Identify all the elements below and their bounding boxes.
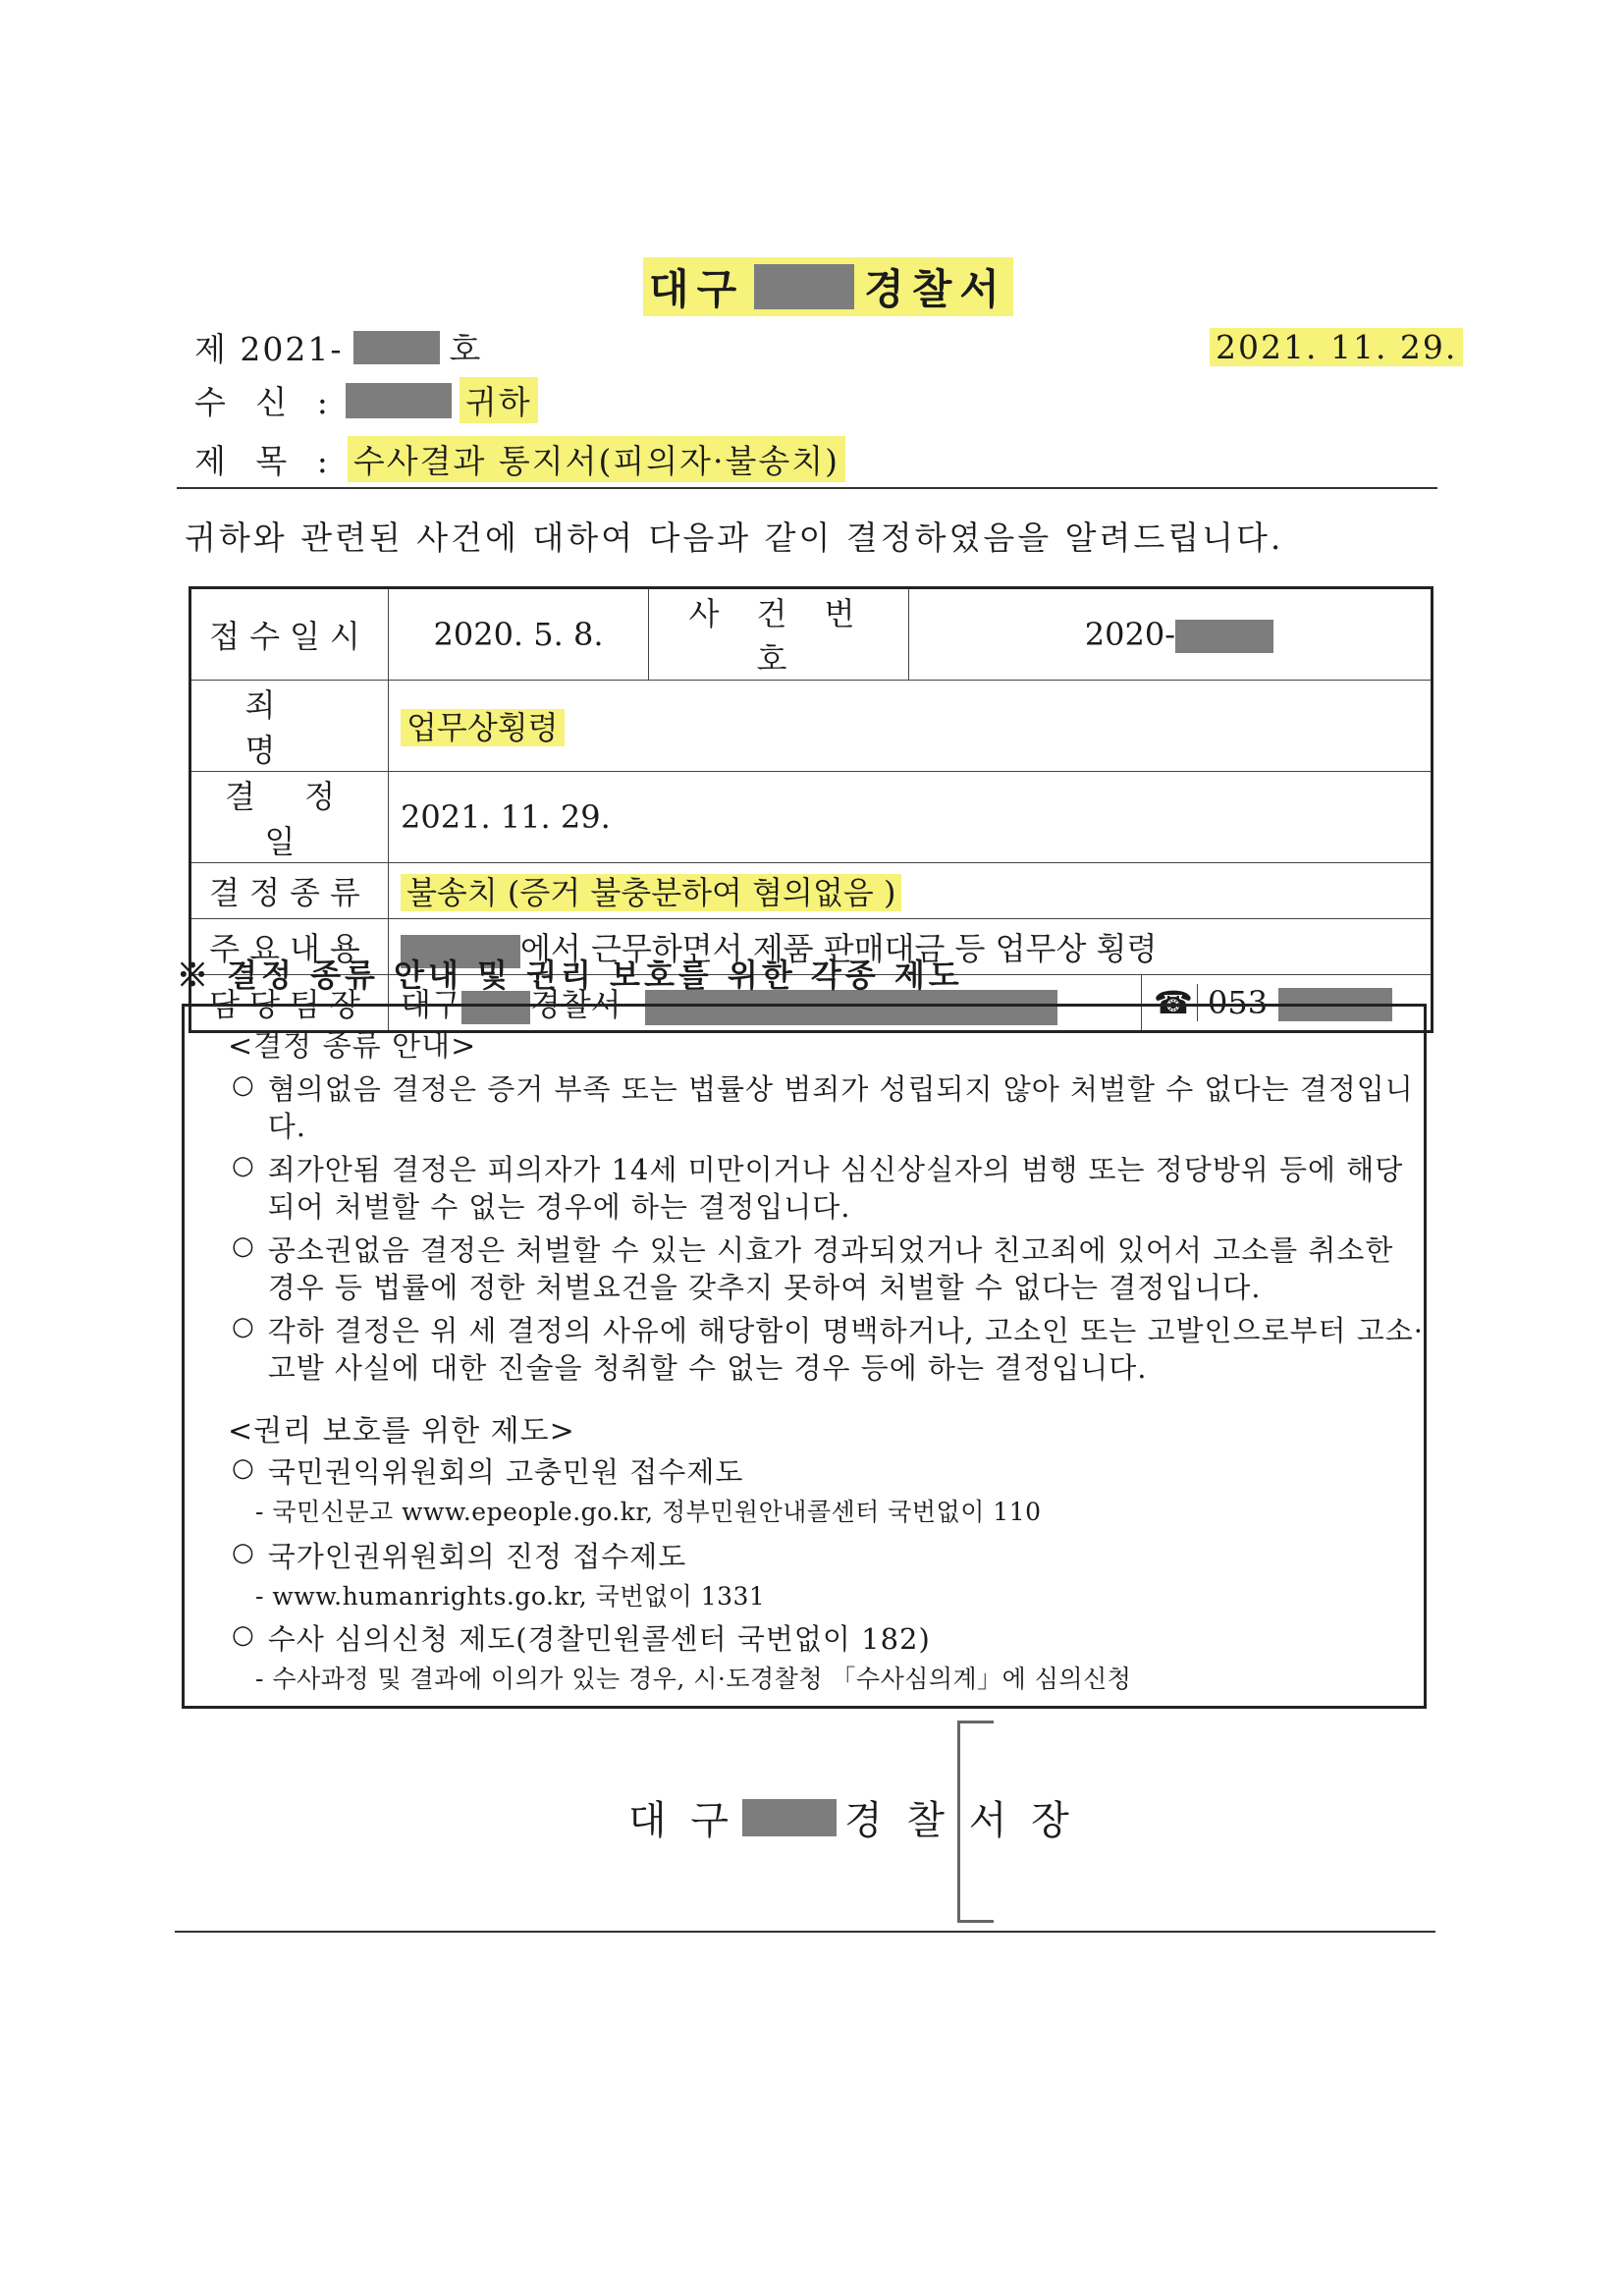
- table-row: [190, 681, 1433, 772]
- rights-item: [232, 1620, 1427, 1695]
- chief-prefix: 대 구: [628, 1798, 734, 1843]
- rights-item-detail: - 국민신문고 www.epeople.go.kr, 정부민원안내콜센터 국번없이 110: [255, 1498, 1042, 1526]
- guide-item-text: 혐의없음 결정은 증거 부족 또는 법률상 범죄가 성립되지 않아 처벌할 수 없다는 결정입니다.: [267, 1072, 1414, 1143]
- subject-text: 수사결과 통지서(피의자·불송치): [348, 436, 845, 482]
- bullet-icon: ○: [232, 1070, 254, 1100]
- received-value: 2020. 5. 8.: [389, 588, 649, 681]
- guide-item: [232, 1231, 1427, 1306]
- recipient-line: [194, 377, 538, 423]
- table-row: [190, 588, 1433, 681]
- redaction-bar: [346, 383, 452, 418]
- bullet-icon: ○: [232, 1620, 254, 1650]
- recipient-suffix: 귀하: [460, 377, 538, 423]
- case-no-cell: [909, 588, 1433, 681]
- officer-label: 담당팀장: [190, 975, 389, 1032]
- officer-prefix: 대구: [401, 986, 461, 1023]
- guide-item: [232, 1070, 1427, 1145]
- guide-item-text: 각하 결정은 위 세 결정의 사유에 해당함이 명백하거나, 고소인 또는 고발인으로부터 고소·고발 사실에 대한 진술을 청취할 수 없는 경우 등에 하는 결정입니다.: [267, 1314, 1425, 1385]
- case-no-prefix: 2020-: [1084, 615, 1175, 653]
- decision-type-cell: [389, 863, 1433, 919]
- rights-item-title: 국가인권위원회의 진정 접수제도: [267, 1540, 687, 1573]
- redaction-bar: [754, 264, 854, 309]
- rights-heading: <권리 보호를 위한 제도>: [228, 1414, 575, 1449]
- subject-line: [194, 436, 845, 482]
- rights-item-detail: - 수사과정 및 결과에 이의가 있는 경우, 시·도경찰청 「수사심의계」에 심의신청: [255, 1665, 1132, 1693]
- rights-item: [232, 1538, 1427, 1613]
- rights-item: [232, 1453, 1427, 1528]
- crime-value: 업무상횡령: [401, 709, 565, 746]
- decision-date-label: 결 정 일: [190, 772, 389, 863]
- officer-suffix: 경찰서: [529, 986, 622, 1023]
- crime-label: 죄 명: [190, 681, 389, 772]
- redaction-bar: [1175, 620, 1273, 653]
- document-date: [1210, 328, 1463, 366]
- redaction-bar: [742, 1799, 837, 1836]
- phone-prefix: 053-: [1208, 983, 1278, 1021]
- redaction-bar: [353, 331, 440, 364]
- decision-date-value: 2021. 11. 29.: [389, 772, 1433, 863]
- doc-no-prefix: 제 2021-: [194, 330, 344, 368]
- phone-icon: ☎: [1154, 984, 1198, 1021]
- guide-item: [232, 1151, 1427, 1226]
- crime-cell: [389, 681, 1433, 772]
- received-label: 접수일시: [190, 588, 389, 681]
- chief-signature: [628, 1789, 1075, 1845]
- document-number: [194, 324, 482, 370]
- doc-no-suffix: 호: [449, 330, 483, 368]
- recipient-label: 수 신 :: [194, 383, 338, 421]
- bullet-icon: ○: [232, 1312, 254, 1341]
- case-no-label: 사 건 번 호: [649, 588, 909, 681]
- date-text: 2021. 11. 29.: [1210, 328, 1463, 366]
- title-prefix: 대구: [649, 265, 745, 313]
- header-divider: [177, 487, 1437, 489]
- bullet-icon: ○: [232, 1538, 254, 1567]
- chief-suffix: 경 찰 서 장: [844, 1798, 1075, 1843]
- decision-type-value: 불송치 (증거 불충분하여 혐의없음 ): [401, 874, 901, 911]
- intro-text: 귀하와 관련된 사건에 대하여 다음과 같이 결정하였음을 알려드립니다.: [185, 519, 1284, 557]
- rights-item-detail: - www.humanrights.go.kr, 국번없이 1331: [255, 1582, 766, 1611]
- document-title: [643, 257, 1013, 316]
- guide-item: [232, 1312, 1427, 1387]
- bullet-icon: ○: [232, 1151, 254, 1180]
- decision-type-label: 결정종류: [190, 863, 389, 919]
- rights-section-title: ※ 결정 종류 안내 및 권리 보호를 위한 각종 제도: [177, 957, 963, 994]
- rights-item-title: 수사 심의신청 제도(경찰민원콜센터 국번없이 182): [267, 1622, 931, 1656]
- footer-divider: [175, 1931, 1435, 1933]
- guide-item-text: 죄가안됨 결정은 피의자가 14세 미만이거나 심신상실자의 범행 또는 정당방위 등에 해당되어 처벌할 수 없는 경우에 하는 결정입니다.: [267, 1153, 1404, 1224]
- summary-label: 주요내용: [190, 919, 389, 975]
- table-row: [190, 863, 1433, 919]
- summary-value: 에서 근무하면서 제품 판매대금 등 업무상 횡령: [520, 930, 1158, 967]
- title-suffix: 경찰서: [864, 265, 1007, 313]
- table-row: [190, 772, 1433, 863]
- subject-label: 제 목 :: [194, 442, 338, 480]
- rights-item-title: 국민권익위원회의 고충민원 접수제도: [267, 1455, 744, 1489]
- guide-heading: <결정 종류 안내>: [228, 1029, 477, 1064]
- bullet-icon: ○: [232, 1231, 254, 1261]
- guide-item-text: 공소권없음 결정은 처벌할 수 있는 시효가 경과되었거나 친고죄에 있어서 고소를 취소한 경우 등 법률에 정한 처벌요건을 갖추지 못하여 처벌할 수 없다는 결정입니다.: [267, 1233, 1394, 1304]
- bullet-icon: ○: [232, 1453, 254, 1483]
